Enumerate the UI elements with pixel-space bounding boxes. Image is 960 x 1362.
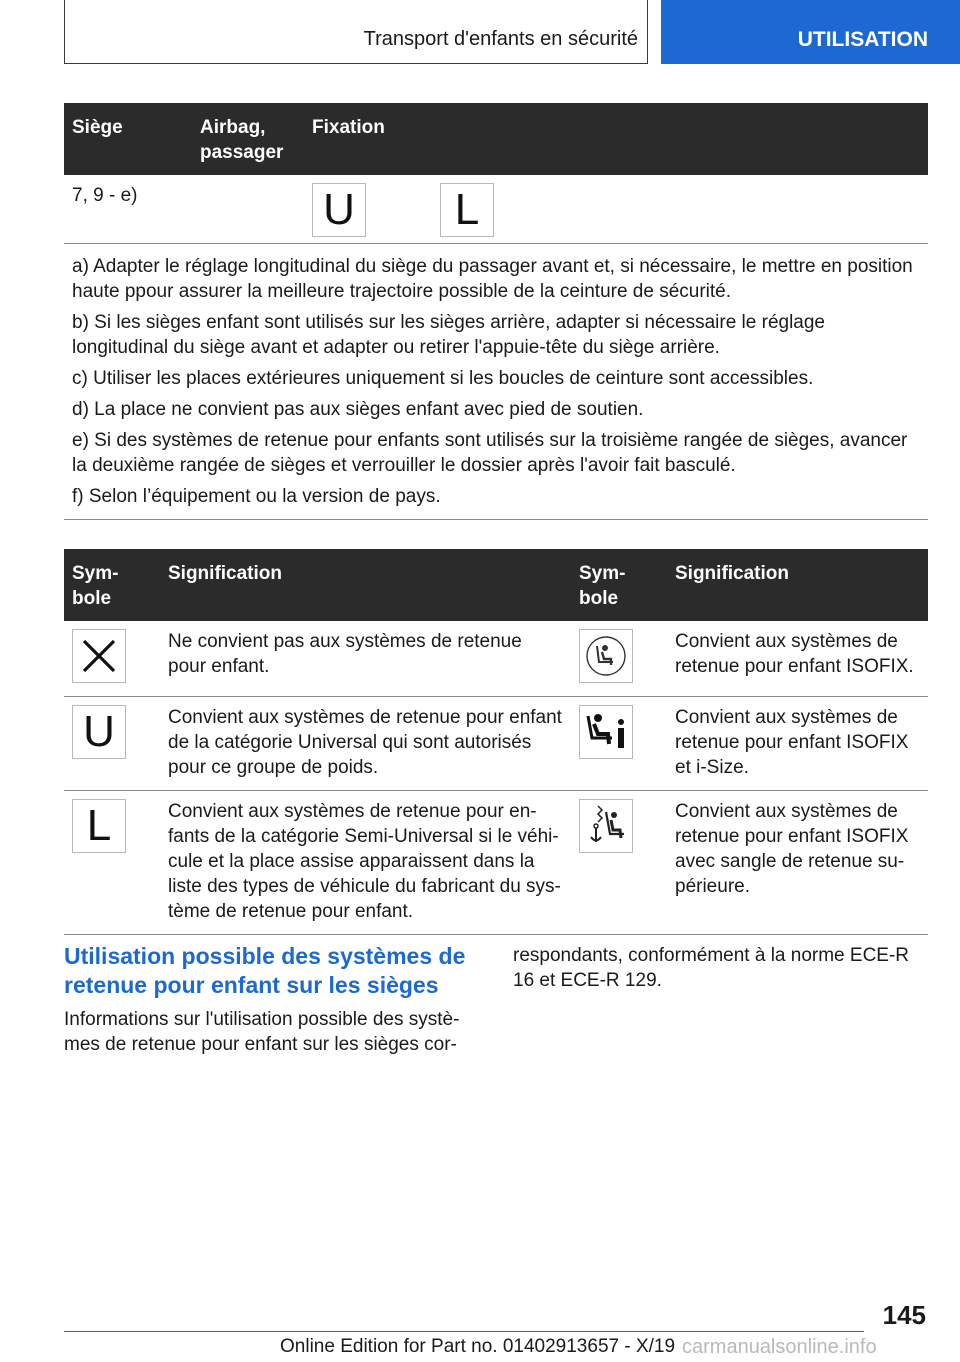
page-number: 145 — [882, 1300, 926, 1330]
section-title: Utilisation possible des systèmes de retenue pour enfant sur les sièges — [64, 943, 466, 998]
symbol-table-header — [64, 549, 928, 621]
section-text-right: respondants, conformément à la norme ECE-R 16 et ECE-R 129. — [513, 945, 910, 991]
seat-table-header — [64, 103, 928, 175]
footnote: c) Utiliser les places extérieures uniquement si les boucles de ceinture sont accessibles. — [72, 368, 814, 389]
watermark: carmanualsonline.info — [682, 1336, 877, 1358]
footnote: d) La place ne convient pas aux sièges enfant avec pied de soutien. — [72, 399, 644, 420]
header-meaning-right: Signification — [667, 549, 928, 621]
seat-cell: 7, 9 - e) — [64, 175, 192, 244]
cross-icon — [72, 629, 126, 683]
universal-u-icon: U — [72, 705, 126, 759]
footnote: f) Selon l’équipement ou la version de pays. — [72, 486, 441, 507]
section-text-left: Informations sur l'utilisation possible des systè-mes de retenue pour enfant sur les sièges cor- — [64, 1009, 460, 1055]
isofix-i-size-icon — [579, 705, 633, 759]
header-seat: Siège — [64, 103, 192, 175]
meaning-cell: Convient aux systèmes de retenue pour enfant de la catégorie Universal qui sont autorisés pour ce groupe de poids. — [160, 696, 571, 790]
semi-universal-l-icon: L — [440, 183, 494, 237]
symbol-cell — [571, 790, 667, 934]
header-airbag: Airbag, passager — [192, 103, 304, 175]
table-row — [64, 696, 928, 790]
meaning-cell: Convient aux systèmes de retenue pour enfant ISOFIX. — [667, 621, 928, 696]
edition-note: Online Edition for Part no. 01402913657 - X/19 — [280, 1336, 676, 1357]
isofix-seat-icon — [579, 629, 633, 683]
footer-divider — [64, 1331, 864, 1332]
fixation-cell — [304, 175, 432, 244]
semi-universal-l-icon: L — [72, 799, 126, 853]
header-fixation: Fixation — [304, 103, 928, 175]
symbol-table — [64, 549, 928, 935]
symbol-cell — [64, 621, 160, 696]
footnotes-row — [64, 244, 928, 520]
footnote: a) Adapter le réglage longitudinal du siège du passager avant et, si nécessaire, le mettre en position haute ppour assurer la meilleure trajectoire possible de la ceinture de sécurité. — [72, 256, 913, 302]
seat-table — [64, 103, 928, 520]
isofix-top-tether-icon — [579, 799, 633, 853]
header-chapter-tab[interactable]: UTILISATION — [661, 0, 960, 64]
meaning-cell: Convient aux systèmes de retenue pour enfant ISOFIX et i-Size. — [667, 696, 928, 790]
footnote: e) Si des systèmes de retenue pour enfants sont utilisés sur la troisième rangée de sièges, avancer la deuxième rangée de sièges et verrouiller le dossier après l'avoir fait basculé. — [72, 430, 908, 476]
symbol-cell — [571, 696, 667, 790]
table-row — [64, 790, 928, 934]
header-symbol-right: Sym-bole — [571, 549, 667, 621]
table-row — [64, 621, 928, 696]
header-meaning-left: Signification — [160, 549, 571, 621]
fixation-cell — [432, 175, 928, 244]
meaning-cell: Ne convient pas aux systèmes de retenue pour enfant. — [160, 621, 571, 696]
header-symbol-left: Sym-bole — [64, 549, 160, 621]
symbol-cell — [64, 790, 160, 934]
header-section-title: Transport d'enfants en sécurité — [363, 28, 638, 50]
symbol-cell — [571, 621, 667, 696]
meaning-cell: Convient aux systèmes de retenue pour enfant ISOFIX avec sangle de retenue su-périeure. — [667, 790, 928, 934]
airbag-cell — [192, 175, 304, 244]
meaning-cell: Convient aux systèmes de retenue pour en-fants de la catégorie Semi-Universal si le véhi-cule et la place assise apparaissent dans la liste des types de véhicule du fabricant du sys-tème de retenue pour enfant. — [160, 790, 571, 934]
footnote: b) Si les sièges enfant sont utilisés sur les sièges arrière, adapter si nécessaire le réglage longitudinal du siège avant et adapter ou retirer l'appuie-tête du siège arrière. — [72, 312, 825, 358]
universal-u-icon: U — [312, 183, 366, 237]
table-row — [64, 175, 928, 244]
symbol-cell — [64, 696, 160, 790]
footnotes — [64, 244, 928, 520]
